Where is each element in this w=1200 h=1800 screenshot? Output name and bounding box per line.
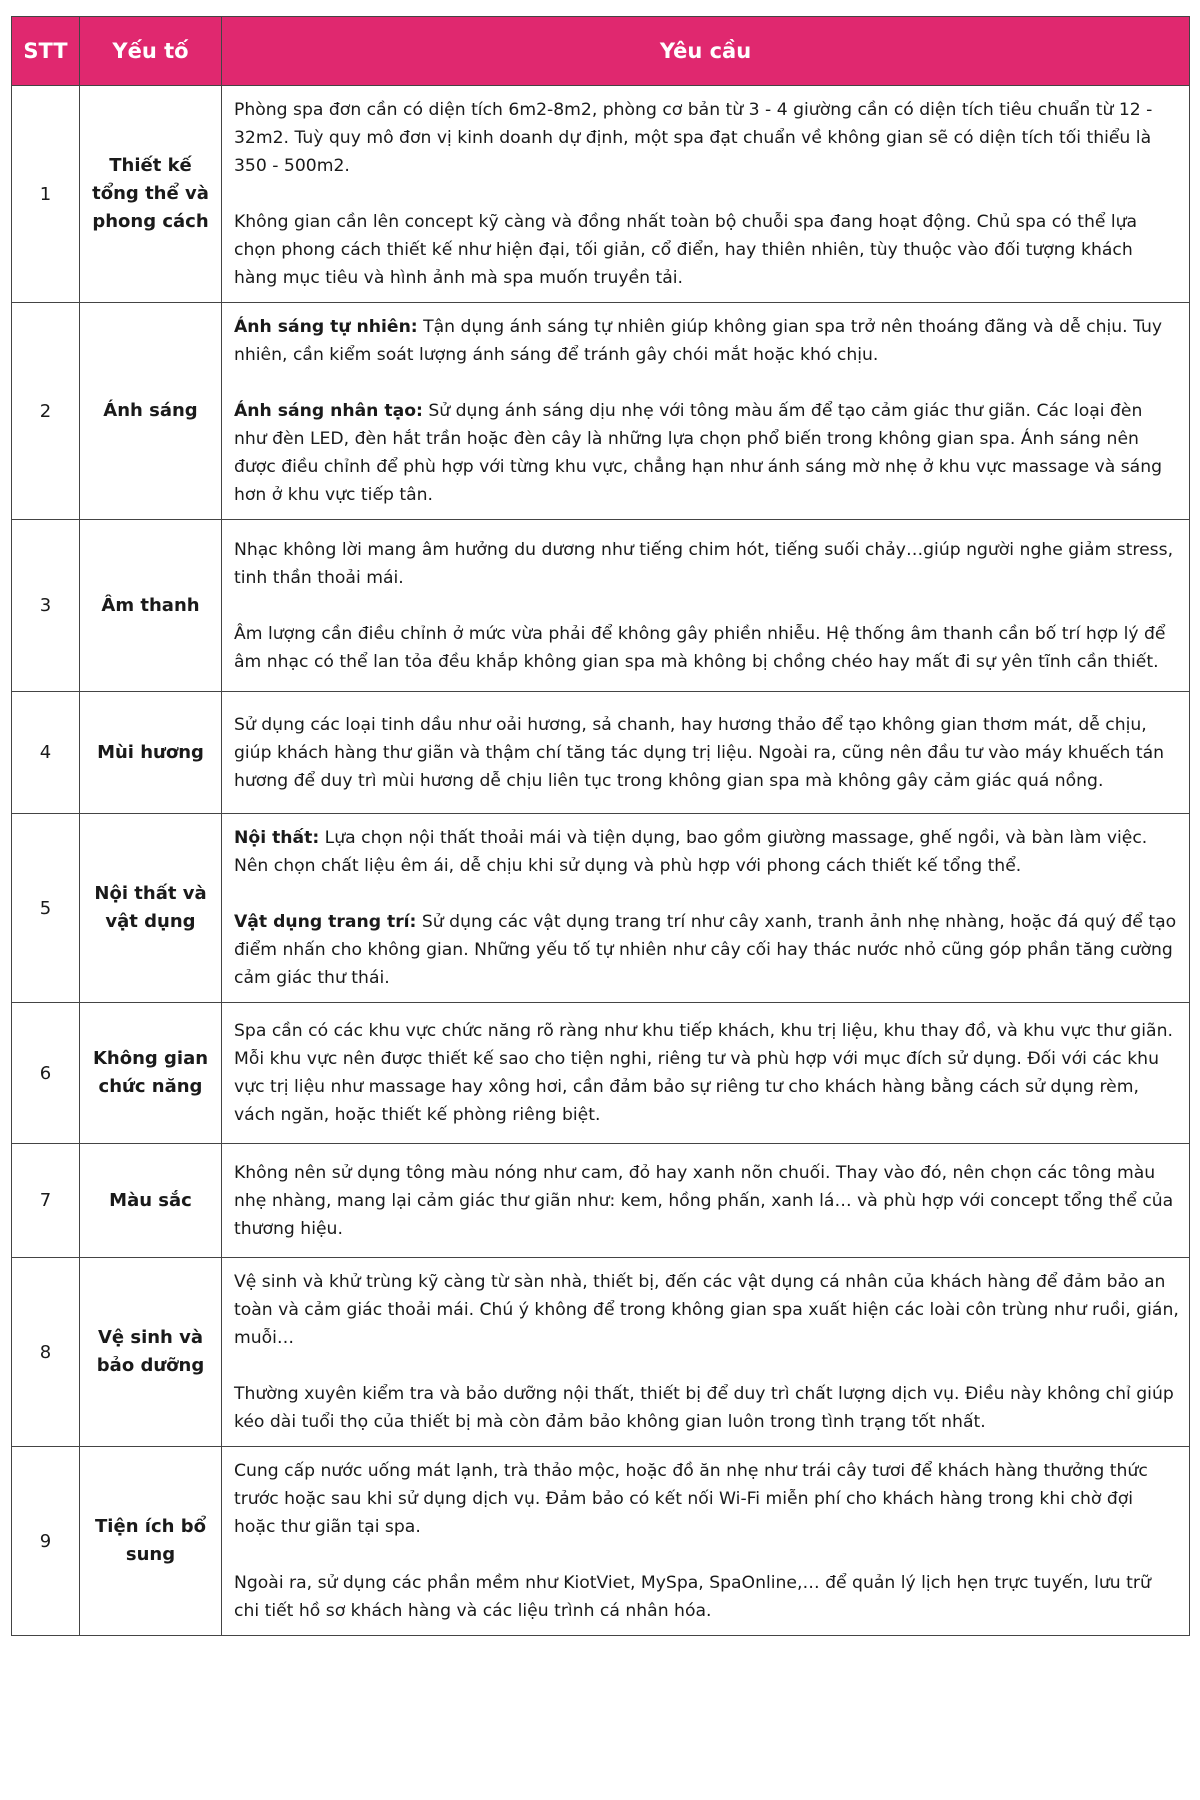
requirement-paragraph xyxy=(234,908,1179,992)
requirement-paragraph xyxy=(234,397,1179,509)
requirement-text: Thường xuyên kiểm tra và bảo dưỡng nội thất, thiết bị để duy trì chất lượng dịch vụ. Điều này không chỉ giúp kéo dài tuổi thọ của thiết bị mà còn đảm bảo không gian luôn trong tình trạng tốt nhất. xyxy=(234,1384,1174,1432)
requirement-paragraph xyxy=(234,1268,1179,1352)
row-requirement xyxy=(222,1447,1190,1636)
requirement-paragraph xyxy=(234,824,1179,880)
requirement-text: Nhạc không lời mang âm hưởng du dương như tiếng chim hót, tiếng suối chảy…giúp người nghe giảm stress, tinh thần thoải mái. xyxy=(234,539,1174,588)
row-stt: 9 xyxy=(12,1447,80,1636)
table-body xyxy=(12,86,1190,1636)
row-stt: 8 xyxy=(12,1258,80,1447)
requirement-paragraph xyxy=(234,96,1179,180)
requirement-paragraph xyxy=(234,1569,1179,1625)
requirement-paragraph xyxy=(234,620,1179,676)
row-factor: Ánh sáng xyxy=(80,303,222,520)
requirement-paragraph xyxy=(234,1159,1179,1243)
requirement-heading: Nội thất: xyxy=(234,828,320,848)
requirement-text: Không nên sử dụng tông màu nóng như cam, đỏ hay xanh nõn chuối. Thay vào đó, nên chọn các tông màu nhẹ nhàng, mang lại cảm giác thư giãn như: kem, hồng phấn, xanh lá… và phù hợp với concept tổng thể của thương hiệu. xyxy=(234,1162,1174,1239)
row-requirement xyxy=(222,692,1190,814)
spa-requirements-table xyxy=(11,16,1190,1636)
table-row xyxy=(12,1144,1190,1258)
header-factor: Yếu tố xyxy=(80,17,222,86)
row-stt: 2 xyxy=(12,303,80,520)
row-requirement xyxy=(222,86,1190,303)
row-stt: 6 xyxy=(12,1003,80,1144)
requirement-paragraph xyxy=(234,208,1179,292)
requirement-text: Không gian cần lên concept kỹ càng và đồng nhất toàn bộ chuỗi spa đang hoạt động. Chủ spa có thể lựa chọn phong cách thiết kế như hiện đại, tối giản, cổ điển, hay thiên nhiên, tùy thuộc vào đối tượng khách hàng mục tiêu và hình ảnh mà spa muốn truyền tải. xyxy=(234,212,1138,288)
table-row xyxy=(12,692,1190,814)
requirement-paragraph xyxy=(234,1017,1179,1129)
requirement-paragraph xyxy=(234,313,1179,369)
requirement-paragraph xyxy=(234,1457,1179,1541)
table-row xyxy=(12,1003,1190,1144)
row-factor: Thiết kế tổng thể và phong cách xyxy=(80,86,222,303)
table-row xyxy=(12,1258,1190,1447)
row-factor: Tiện ích bổ sung xyxy=(80,1447,222,1636)
row-stt: 4 xyxy=(12,692,80,814)
row-requirement xyxy=(222,520,1190,692)
header-requirement: Yêu cầu xyxy=(222,17,1190,86)
requirement-paragraph xyxy=(234,1380,1179,1436)
table-row xyxy=(12,814,1190,1003)
row-stt: 1 xyxy=(12,86,80,303)
requirement-text: Phòng spa đơn cần có diện tích 6m2-8m2, phòng cơ bản từ 3 - 4 giường cần có diện tích tiêu chuẩn từ 12 - 32m2. Tuỳ quy mô đơn vị kinh doanh dự định, một spa đạt chuẩn về không gian sẽ có diện tích tối thiểu là 350 - 500m2. xyxy=(234,100,1153,176)
row-requirement xyxy=(222,814,1190,1003)
requirement-text: Spa cần có các khu vực chức năng rõ ràng như khu tiếp khách, khu trị liệu, khu thay đồ, và khu vực thư giãn. Mỗi khu vực nên được thiết kế sao cho tiện nghi, riêng tư và phù hợp với mục đích sử dụng. Đối với các khu vực trị liệu như massage hay xông hơi, cần đảm bảo sự riêng tư cho khách hàng bằng cách sử dụng rèm, vách ngăn, hoặc thiết kế phòng riêng biệt. xyxy=(234,1021,1173,1125)
requirement-text: Vệ sinh và khử trùng kỹ càng từ sàn nhà, thiết bị, đến các vật dụng cá nhân của khách hàng để đảm bảo an toàn và cảm giác thoải mái. Chú ý không để trong không gian spa xuất hiện các loài côn trùng như ruồi, gián, muỗi… xyxy=(234,1272,1179,1348)
requirement-text: Sử dụng ánh sáng dịu nhẹ với tông màu ấm để tạo cảm giác thư giãn. Các loại đèn như đèn LED, đèn hắt trần hoặc đèn cây là những lựa chọn phổ biến trong không gian spa. Ánh sáng nên được điều chỉnh để phù hợp với từng khu vực, chẳng hạn như ánh sáng mờ nhẹ ở khu vực massage và sáng hơn ở khu vực tiếp tân. xyxy=(234,401,1163,505)
header-stt: STT xyxy=(12,17,80,86)
requirement-text: Tận dụng ánh sáng tự nhiên giúp không gian spa trở nên thoáng đãng và dễ chịu. Tuy nhiên, cần kiểm soát lượng ánh sáng để tránh gây chói mắt hoặc khó chịu. xyxy=(234,317,1163,365)
row-requirement xyxy=(222,303,1190,520)
requirement-text: Lựa chọn nội thất thoải mái và tiện dụng, bao gồm giường massage, ghế ngồi, và bàn làm việc. Nên chọn chất liệu êm ái, dễ chịu khi sử dụng và phù hợp với phong cách thiết kế tổng thể. xyxy=(234,828,1148,876)
requirement-heading: Ánh sáng nhân tạo: xyxy=(234,401,423,421)
row-factor: Nội thất và vật dụng xyxy=(80,814,222,1003)
requirement-heading: Vật dụng trang trí: xyxy=(234,912,417,932)
row-factor: Vệ sinh và bảo dưỡng xyxy=(80,1258,222,1447)
table-row xyxy=(12,303,1190,520)
requirement-text: Cung cấp nước uống mát lạnh, trà thảo mộc, hoặc đồ ăn nhẹ như trái cây tươi để khách hàng thưởng thức trước hoặc sau khi sử dụng dịch vụ. Đảm bảo có kết nối Wi-Fi miễn phí cho khách hàng trong khi chờ đợi hoặc thư giãn tại spa. xyxy=(234,1461,1148,1537)
requirement-paragraph xyxy=(234,536,1179,592)
row-factor: Không gian chức năng xyxy=(80,1003,222,1144)
table-row xyxy=(12,1447,1190,1636)
spa-requirements-table-container xyxy=(11,16,1189,1636)
table-header xyxy=(12,17,1190,86)
row-requirement xyxy=(222,1258,1190,1447)
table-row xyxy=(12,520,1190,692)
requirement-text: Ngoài ra, sử dụng các phần mềm như KiotViet, MySpa, SpaOnline,… để quản lý lịch hẹn trực tuyến, lưu trữ chi tiết hồ sơ khách hàng và các liệu trình cá nhân hóa. xyxy=(234,1573,1151,1621)
row-stt: 7 xyxy=(12,1144,80,1258)
row-factor: Âm thanh xyxy=(80,520,222,692)
row-factor: Màu sắc xyxy=(80,1144,222,1258)
requirement-text: Sử dụng các vật dụng trang trí như cây xanh, tranh ảnh nhẹ nhàng, hoặc đá quý để tạo điểm nhấn cho không gian. Những yếu tố tự nhiên như cây cối hay thác nước nhỏ cũng góp phần tăng cường cảm giác thư thái. xyxy=(234,912,1177,988)
requirement-text: Sử dụng các loại tinh dầu như oải hương, sả chanh, hay hương thảo để tạo không gian thơm mát, dễ chịu, giúp khách hàng thư giãn và thậm chí tăng tác dụng trị liệu. Ngoài ra, cũng nên đầu tư vào máy khuếch tán hương để duy trì mùi hương dễ chịu liên tục trong không gian spa mà không gây cảm giác quá nồng. xyxy=(234,714,1165,791)
row-requirement xyxy=(222,1144,1190,1258)
row-stt: 5 xyxy=(12,814,80,1003)
row-factor: Mùi hương xyxy=(80,692,222,814)
table-row xyxy=(12,86,1190,303)
row-stt: 3 xyxy=(12,520,80,692)
requirement-text: Âm lượng cần điều chỉnh ở mức vừa phải để không gây phiền nhiễu. Hệ thống âm thanh cần bố trí hợp lý để âm nhạc có thể lan tỏa đều khắp không gian spa mà không bị chồng chéo hay mất đi sự yên tĩnh cần thiết. xyxy=(234,623,1166,672)
requirement-paragraph xyxy=(234,711,1179,795)
row-requirement xyxy=(222,1003,1190,1144)
header-row xyxy=(12,17,1190,86)
requirement-heading: Ánh sáng tự nhiên: xyxy=(234,317,418,337)
